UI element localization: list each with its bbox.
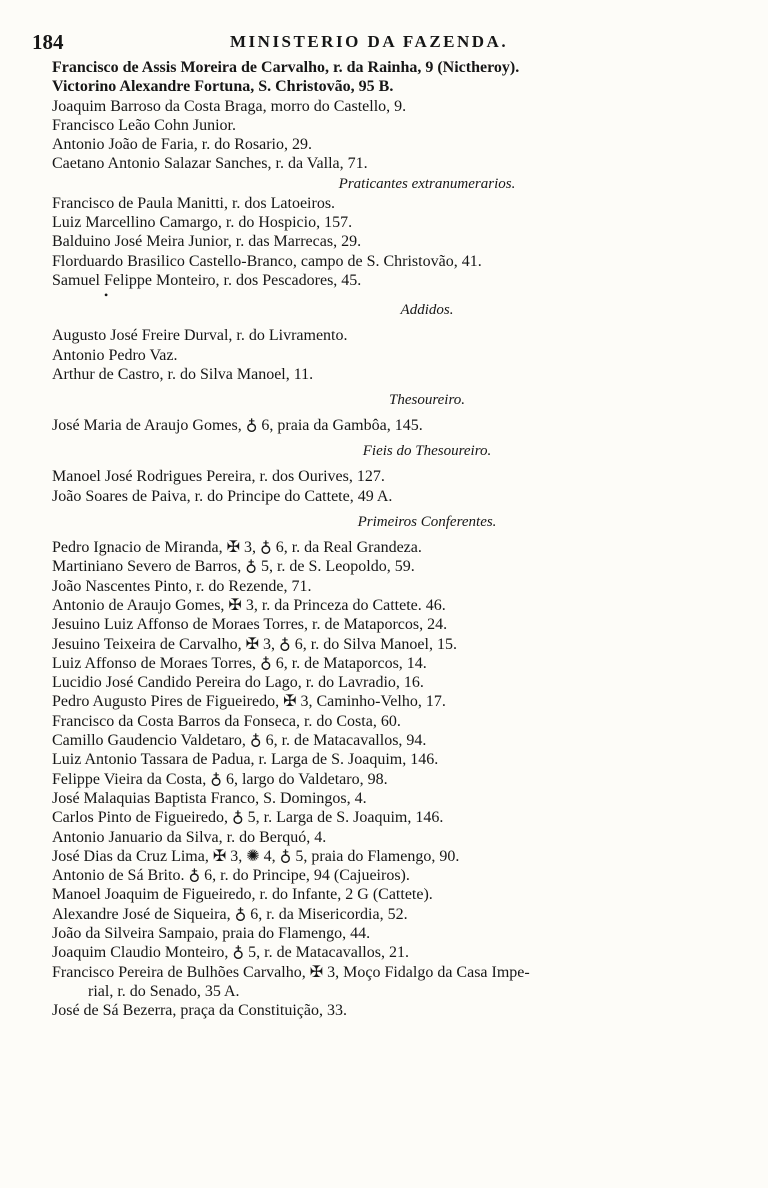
section-heading: Fieis do Thesoureiro. — [362, 443, 492, 460]
section-continued-list — [52, 58, 732, 174]
section-primeiros-conferentes — [52, 506, 732, 1020]
list-entry: Felippe Vieira da Costa, ♁ 6, largo do Valdetaro, 98. — [52, 770, 388, 788]
list-entry: Martiniano Severo de Barros, ♁ 5, r. de S. Leopoldo, 59. — [52, 558, 415, 576]
list-entry: Jesuino Teixeira de Carvalho, ✠ 3, ♁ 6, r. do Silva Manoel, 15. — [52, 635, 457, 653]
section-heading: Primeiros Conferentes. — [357, 514, 497, 531]
list-entry: Antonio Januario da Silva, r. do Berquó, 4. — [52, 828, 327, 846]
list-entry-continuation: rial, r. do Senado, 35 A. — [88, 982, 240, 1000]
list-entry: Joaquim Barroso da Costa Braga, morro do Castello, 9. — [52, 97, 407, 115]
list-entry: Manoel Joaquim de Figueiredo, r. do Infante, 2 G (Cattete). — [52, 886, 433, 904]
list-entry: Joaquim Claudio Monteiro, ♁ 5, r. de Matacavallos, 21. — [52, 944, 409, 962]
list-entry: Francisco da Costa Barros da Fonseca, r. do Costa, 60. — [52, 712, 401, 730]
list-entry: Arthur de Castro, r. do Silva Manoel, 11. — [52, 365, 314, 383]
page-number: 184 — [32, 30, 64, 54]
list-entry: Carlos Pinto de Figueiredo, ♁ 5, r. Larga de S. Joaquim, 146. — [52, 809, 444, 827]
list-entry: João Soares de Paiva, r. do Principe do Cattete, 49 A. — [52, 487, 393, 505]
list-entry: Francisco Pereira de Bulhões Carvalho, ✠ 3, Moço Fidalgo da Casa Impe- — [52, 963, 530, 981]
list-entry: Florduardo Brasilico Castello-Branco, campo de S. Christovão, 41. — [52, 252, 482, 270]
section-fieis — [52, 435, 732, 506]
section-addidos — [52, 300, 732, 384]
section-thesoureiro — [52, 384, 732, 435]
section-heading: Thesoureiro. — [389, 392, 465, 409]
list-entry: João da Silveira Sampaio, praia do Flamengo, 44. — [52, 924, 371, 942]
list-entry: José Malaquias Baptista Franco, S. Domingos, 4. — [52, 789, 367, 807]
list-entry: Camillo Gaudencio Valdetaro, ♁ 6, r. de Matacavallos, 94. — [52, 732, 427, 750]
list-entry: Jesuino Luiz Affonso de Moraes Torres, r. de Mataporcos, 24. — [52, 616, 448, 634]
list-entry: Augusto José Freire Durval, r. do Livramento. — [52, 327, 348, 345]
page-header — [30, 30, 530, 58]
list-entry: Samuel Felippe Monteiro, r. dos Pescadores, 45. — [52, 271, 362, 289]
section-heading: Addidos. — [400, 302, 454, 319]
list-entry: José Dias da Cruz Lima, ✠ 3, ✺ 4, ♁ 5, praia do Flamengo, 90. — [52, 847, 460, 865]
stray-mark: • — [104, 288, 109, 303]
list-entry: José Maria de Araujo Gomes, ♁ 6, praia da Gambôa, 145. — [52, 417, 423, 435]
list-entry: Luiz Affonso de Moraes Torres, ♁ 6, r. de Mataporcos, 14. — [52, 654, 427, 672]
list-entry: Victorino Alexandre Fortuna, S. Christovão, 95 B. — [52, 78, 394, 96]
list-entry: Lucidio José Candido Pereira do Lago, r. do Lavradio, 16. — [52, 674, 424, 692]
list-entry: Pedro Augusto Pires de Figueiredo, ✠ 3, Caminho-Velho, 17. — [52, 693, 446, 711]
list-entry: Manoel José Rodrigues Pereira, r. dos Ourives, 127. — [52, 468, 385, 486]
list-entry: Pedro Ignacio de Miranda, ✠ 3, ♁ 6, r. da Real Grandeza. — [52, 539, 422, 557]
list-entry: Caetano Antonio Salazar Sanches, r. da Valla, 71. — [52, 155, 368, 173]
list-entry: Luiz Marcellino Camargo, r. do Hospicio, 157. — [52, 214, 353, 232]
list-entry: Francisco de Assis Moreira de Carvalho, r. da Rainha, 9 (Nictheroy). — [52, 59, 520, 76]
list-entry: Alexandre José de Siqueira, ♁ 6, r. da Misericordia, 52. — [52, 905, 408, 923]
list-entry: Antonio João de Faria, r. do Rosario, 29. — [52, 136, 312, 154]
list-entry: Antonio de Sá Brito. ♁ 6, r. do Principe, 94 (Cajueiros). — [52, 867, 410, 885]
list-entry: Francisco Leão Cohn Junior. — [52, 116, 236, 134]
section-heading: Praticantes extranumerarios. — [338, 175, 516, 192]
list-entry: Francisco de Paula Manitti, r. dos Latoeiros. — [52, 194, 336, 212]
list-entry: José de Sá Bezerra, praça da Constituição, 33. — [52, 1002, 348, 1020]
list-entry: João Nascentes Pinto, r. do Rezende, 71. — [52, 577, 312, 595]
directory-listing — [52, 58, 732, 1020]
section-praticantes — [52, 174, 732, 290]
list-entry: Antonio de Araujo Gomes, ✠ 3, r. da Princeza do Cattete. 46. — [52, 596, 446, 614]
list-entry: Antonio Pedro Vaz. — [52, 346, 178, 364]
list-entry: Balduino José Meira Junior, r. das Marrecas, 29. — [52, 233, 362, 251]
list-entry: Luiz Antonio Tassara de Padua, r. Larga de S. Joaquim, 146. — [52, 751, 439, 769]
running-title: MINISTERIO DA FAZENDA. — [230, 32, 509, 51]
